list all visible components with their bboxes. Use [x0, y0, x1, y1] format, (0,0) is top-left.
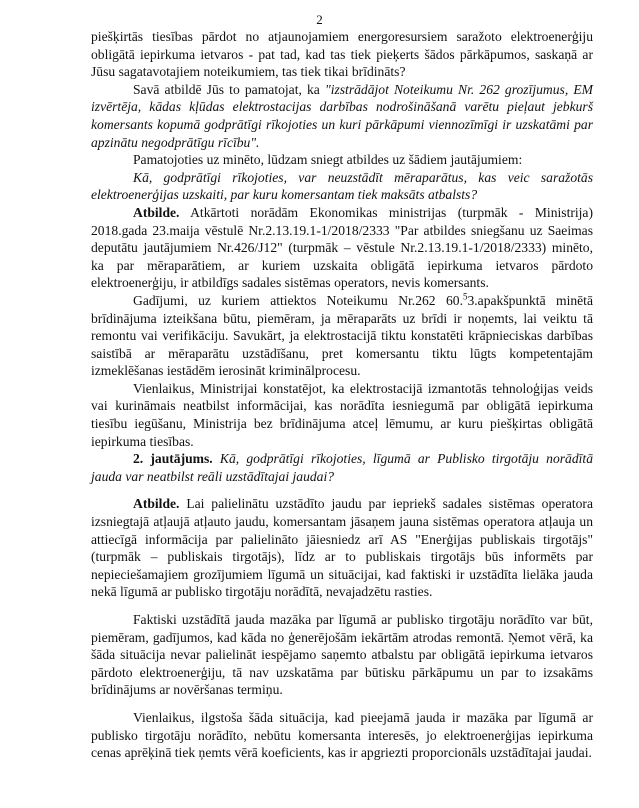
question-1 [91, 169, 593, 204]
quoted-justification: "izstrādājot Noteikumu Nr. 262 grozījumus, EM izvērtēja, kādas kļūdas elektrostacijas darbības nodrošināšanā varētu pieļaut jebkurš komersants kopumā godprātīgi rīkojoties un kuri pārkāpumi viennozīmīgi ir uzskatāmi par apzinātu negodprātīgu rīcību". [91, 81, 593, 150]
paragraph [91, 292, 593, 380]
paragraph-part: 3.apakšpunktā minētā brīdinājuma izteikšana būtu, piemēram, ja mēraparāts uz brīdi ir noņemts, lai veiktu tā remontu vai verifikāciju. Savukārt, ja elektrostacijā tiktu konstatēti krāpnieciskas darbības saistībā ar mēraparātu uzstādīšanu, pret komersantu tiktu lūgts kompetentajām izmeklēšanas iestādēm ierosināt kriminālprocesu. [91, 292, 593, 379]
answer-1 [91, 204, 593, 292]
paragraph: Vienlaikus, ilgstoša šāda situācija, kad pieejamā jauda ir mazāka par līgumā ar publisko tirgotāju norādīto, nebūtu komersanta interesēs, jo elektroenerģijas iepirkuma cenas aprēķinā tiek ņemts vērā koeficients, kas ir apgriezti proporcionāls uzstādītajai jaudai. [91, 709, 593, 761]
answer-2-text: Lai palielinātu uzstādīto jaudu par iepriekš sadales sistēmas operatora izsniegtajā atļaujā atļauto jaudu, komersantam jāsaņem jauna sistēmas operatora atļauja un attiecīgā informācija par palielināto jāiesniedz arī AS "Enerģijas publiskais tirgotājs" (turpmāk – publiskais tirgotājs), līdz ar to publiskais tirgotājs būs informēts par nepieciešamajiem grozījumiem līgumā un situācijai, kad faktiski ir uzstādīta lielāka jauda nekā līgumā ar publisko tirgotāju norādītā, nevajadzētu rasties. [91, 496, 593, 600]
page-number: 2 [316, 12, 323, 27]
paragraph: Faktiski uzstādītā jauda mazāka par līgumā ar publisko tirgotāju norādīto var būt, piemēram, gadījumos, kad kāda no ģenerējošām iekārtām atrodas remontā. Ņemot vērā, ka šāda situācija nevar palielināt iespējamo saņemto atbalstu par obligātā iepirkuma ietvaros pārdoto elektroenerģiju, tā nav uzskatāma par būtisku pārkāpumu un par to izsakāms brīdinājums ar novēršanas termiņu. [91, 612, 593, 698]
superscript: 5 [462, 291, 468, 302]
question-1-text: Kā, godprātīgi rīkojoties, var neuzstādīt mēraparātus, kas veic saražotās elektroenerģijas uzskaiti, par kuru komersantam tiek maksāts atbalsts? [91, 169, 593, 203]
paragraph [91, 81, 593, 151]
paragraph: Vienlaikus, Ministrijai konstatējot, ka elektrostacijā izmantotās tehnoloģijas veids vai kurināmais neatbilst informācijai, kas norādīta iesniegumā par obligātā iepirkuma tiesību iegūšanu, Ministrija bez brīdinājuma atceļ lēmumu, ar kuru piešķirtas obligātā iepirkuma tiesības. [91, 380, 593, 449]
question-2 [91, 450, 593, 485]
letter-body [91, 28, 593, 762]
question-label: 2. jautājums. [133, 451, 213, 467]
answer-2 [91, 495, 593, 601]
paragraph: Pamatojoties uz minēto, lūdzam sniegt atbildes uz šādiem jautājumiem: [133, 152, 523, 168]
paragraph-lead: Savā atbildē Jūs to pamatojat, ka [133, 81, 325, 97]
paragraph-part: Gadījumi, uz kuriem attiektos Noteikumu Nr.262 60. [133, 292, 463, 308]
answer-label: Atbilde. [133, 204, 180, 220]
answer-1-text: Atkārtoti norādām Ekonomikas ministrijas (turpmāk - Ministrija) 2018.gada 23.maija vēstulē Nr.2.13.19.1-1/2018/2333 "Par atbildes sniegšanu uz Saeimas deputātu jautājumiem Nr.426/J12" (turpmāk – vēstule Nr.2.13.19.1-1/2018/2333) minēto, ka par mēraparātiem, ar kuriem uzskaita obligātā iepirkuma ietvaros pārdoto elektroenerģiju, ir atbildīgs sadales sistēmas operators, nevis komersants. [91, 204, 593, 291]
answer-label: Atbilde. [133, 496, 180, 512]
question-2-text: Kā, godprātīgi rīkojoties, līgumā ar Publisko tirgotāju norādītā jauda var neatbilst reāli uzstādītajai jaudai? [91, 451, 593, 484]
paragraph: piešķirtās tiesības pārdot no atjaunojamiem energoresursiem saražoto elektroenerģiju obligātā iepirkuma ietvaros - pat tad, kad tas tiek pieķerts šādos pārkāpumos, saskaņā ar Jūsu sagatavotajiem noteikumiem, tas tiek tikai brīdināts? [91, 29, 593, 80]
